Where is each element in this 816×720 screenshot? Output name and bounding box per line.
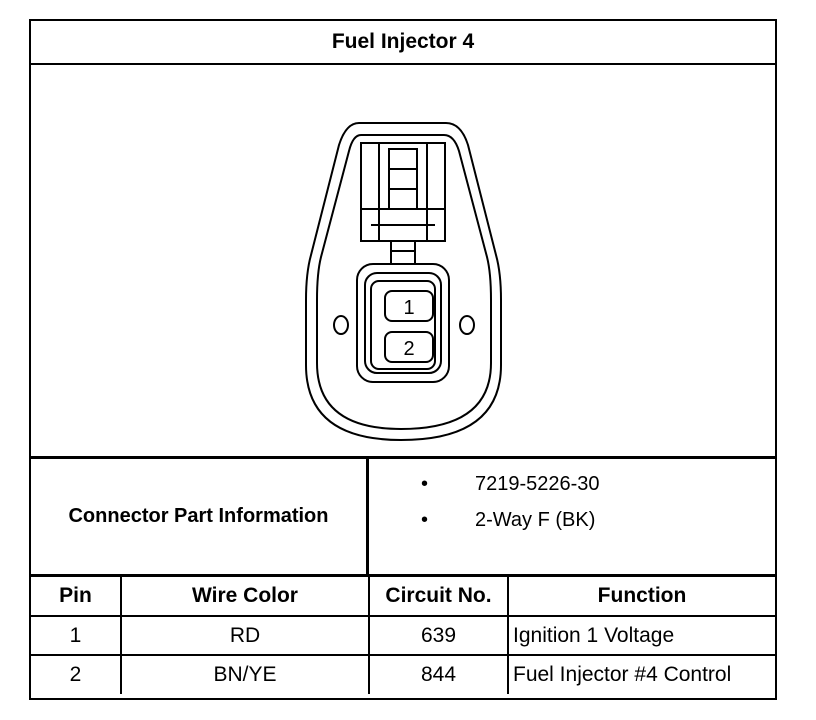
mount-hole-left: [334, 316, 348, 334]
cell-pin: 2: [31, 655, 121, 694]
header-function: Function: [508, 577, 775, 616]
part-info-list: [369, 459, 775, 574]
header-pin: Pin: [31, 577, 121, 616]
cell-circuit-no: 844: [369, 655, 508, 694]
table-row: [31, 616, 775, 655]
cell-function: Ignition 1 Voltage: [508, 616, 775, 655]
connector-sheet: [29, 19, 777, 700]
header-wire-color: Wire Color: [121, 577, 369, 616]
cell-wire-color: BN/YE: [121, 655, 369, 694]
cell-pin: 1: [31, 616, 121, 655]
bullet-icon: •: [421, 473, 429, 495]
mount-hole-right: [460, 316, 474, 334]
bullet-icon: •: [421, 509, 429, 531]
pin-1-label: 1: [403, 297, 415, 319]
pin-2-label: 2: [403, 338, 415, 360]
pin-table: [31, 577, 775, 694]
cell-function: Fuel Injector #4 Control: [508, 655, 775, 694]
part-info-section: [31, 459, 775, 577]
part-info-label: Connector Part Information: [31, 459, 369, 574]
latch: [361, 143, 445, 241]
connector-drawing: [31, 65, 775, 459]
table-header-row: [31, 577, 775, 616]
cell-wire-color: RD: [121, 616, 369, 655]
cell-circuit-no: 639: [369, 616, 508, 655]
part-number: 7219-5226-30: [475, 473, 600, 495]
header-circuit-no: Circuit No.: [369, 577, 508, 616]
page-title: Fuel Injector 4: [31, 21, 775, 65]
connector-type: 2-Way F (BK): [475, 509, 596, 531]
connector-diagram: [31, 65, 775, 459]
table-row: [31, 655, 775, 694]
